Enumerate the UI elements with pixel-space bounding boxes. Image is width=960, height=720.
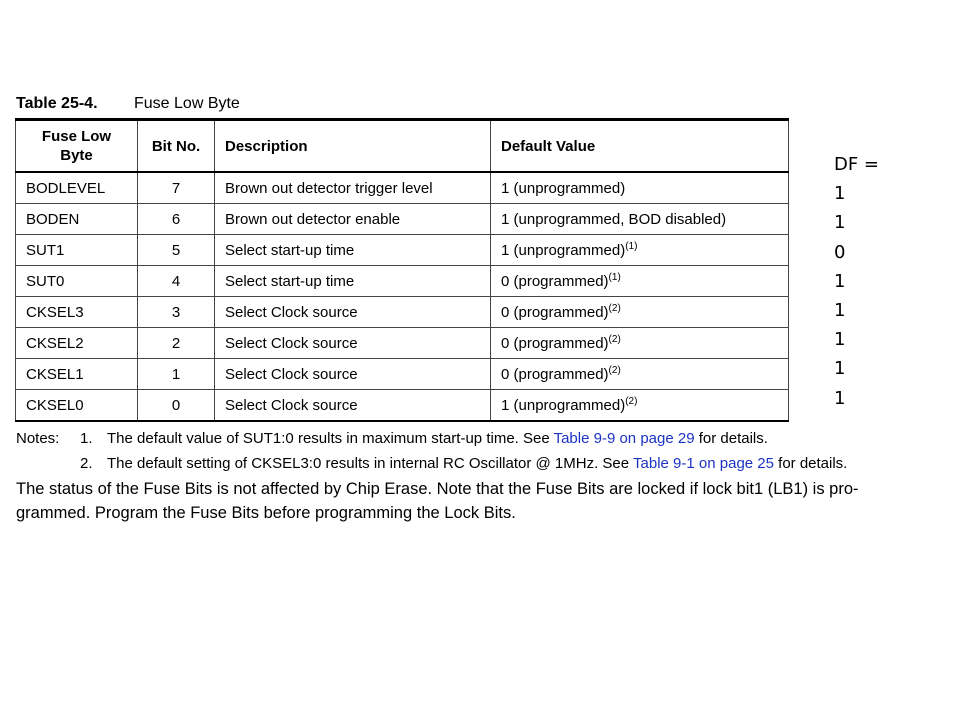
header-fuse-low-byte: Fuse Low Byte <box>16 120 138 173</box>
fuse-description: Select Clock source <box>215 328 491 359</box>
table-row <box>16 172 789 204</box>
header-default-value: Default Value <box>491 120 789 173</box>
fuse-name: SUT1 <box>16 235 138 266</box>
table-row <box>16 390 789 422</box>
table-notes <box>16 426 847 476</box>
table-title: Fuse Low Byte <box>134 95 240 112</box>
bit-number: 3 <box>138 297 215 328</box>
bit-number: 4 <box>138 266 215 297</box>
table-row <box>16 204 789 235</box>
header-bit-no: Bit No. <box>138 120 215 173</box>
fuse-description: Select start-up time <box>215 266 491 297</box>
df-label: DF = <box>834 154 880 175</box>
bit-number: 0 <box>138 390 215 422</box>
fuse-name: CKSEL0 <box>16 390 138 422</box>
fuse-bits-paragraph: The status of the Fuse Bits is not affected by Chip Erase. Note that the Fuse Bits are locked if lock bit1 (LB1) is pro- grammed. Program the Fuse Bits before programming the Lock Bits. <box>16 480 859 522</box>
default-value: 0 (programmed)$^{(2)}$ <box>491 359 789 390</box>
bit-number: 7 <box>138 172 215 204</box>
fuse-name: CKSEL3 <box>16 297 138 328</box>
default-value: 0 (programmed)$^{(2)}$ <box>491 297 789 328</box>
df-bit: 1 <box>834 299 846 321</box>
default-value: 0 (programmed)$^{(1)}$ <box>491 266 789 297</box>
note-reference: (2) <box>608 303 621 314</box>
fuse-low-byte-table <box>15 118 789 422</box>
table-number: Table 25-4. <box>16 95 98 112</box>
fuse-name: BODLEVEL <box>16 172 138 204</box>
df-bit: 1 <box>834 329 846 351</box>
table-row <box>16 297 789 328</box>
df-bit: 1 <box>834 212 846 234</box>
df-bit: 1 <box>834 270 846 292</box>
fuse-name: BODEN <box>16 204 138 235</box>
fuse-description: Select Clock source <box>215 297 491 328</box>
note-reference: (1) <box>625 241 638 252</box>
fuse-description: Select Clock source <box>215 359 491 390</box>
df-bit: 1 <box>834 387 846 409</box>
default-value: 1 (unprogrammed, BOD disabled) <box>491 204 789 235</box>
df-bit: 0 <box>834 241 846 263</box>
df-annotation <box>834 150 879 413</box>
fuse-name: SUT0 <box>16 266 138 297</box>
table-caption <box>16 95 240 113</box>
fuse-description: Brown out detector trigger level <box>215 172 491 204</box>
table-row <box>16 235 789 266</box>
fuse-description: Select start-up time <box>215 235 491 266</box>
table-header-row <box>16 120 789 173</box>
note-reference: (2) <box>608 334 621 345</box>
bit-number: 5 <box>138 235 215 266</box>
table-9-9-link[interactable]: Table 9-9 on page 29 <box>553 430 695 447</box>
bit-number: 6 <box>138 204 215 235</box>
default-value: 0 (programmed)$^{(2)}$ <box>491 328 789 359</box>
fuse-name: CKSEL1 <box>16 359 138 390</box>
default-value: 1 (unprogrammed) <box>491 172 789 204</box>
df-bit: 1 <box>834 358 846 380</box>
table-9-1-link[interactable]: Table 9-1 on page 25 <box>633 455 774 472</box>
header-description: Description <box>215 120 491 173</box>
bit-number: 1 <box>138 359 215 390</box>
table-row <box>16 359 789 390</box>
notes-label: Notes: <box>16 430 60 447</box>
table-row <box>16 266 789 297</box>
note-1: Notes: 1. The default value of SUT1:0 results in maximum start-up time. See Table 9-9 on page 29 for details. <box>16 426 847 451</box>
fuse-description: Brown out detector enable <box>215 204 491 235</box>
bit-number: 2 <box>138 328 215 359</box>
default-value: 1 (unprogrammed)$^{(1)}$ <box>491 235 789 266</box>
note-reference: (2) <box>625 396 638 407</box>
note-reference: (2) <box>608 365 621 376</box>
table-row <box>16 328 789 359</box>
fuse-description: Select Clock source <box>215 390 491 422</box>
note-2: 2. The default setting of CKSEL3:0 results in internal RC Oscillator @ 1MHz. See Table 9-1 on page 25 for details. <box>80 455 848 472</box>
fuse-name: CKSEL2 <box>16 328 138 359</box>
df-bit: 1 <box>834 183 846 205</box>
default-value: 1 (unprogrammed)$^{(2)}$ <box>491 390 789 422</box>
note-reference: (1) <box>608 272 621 283</box>
